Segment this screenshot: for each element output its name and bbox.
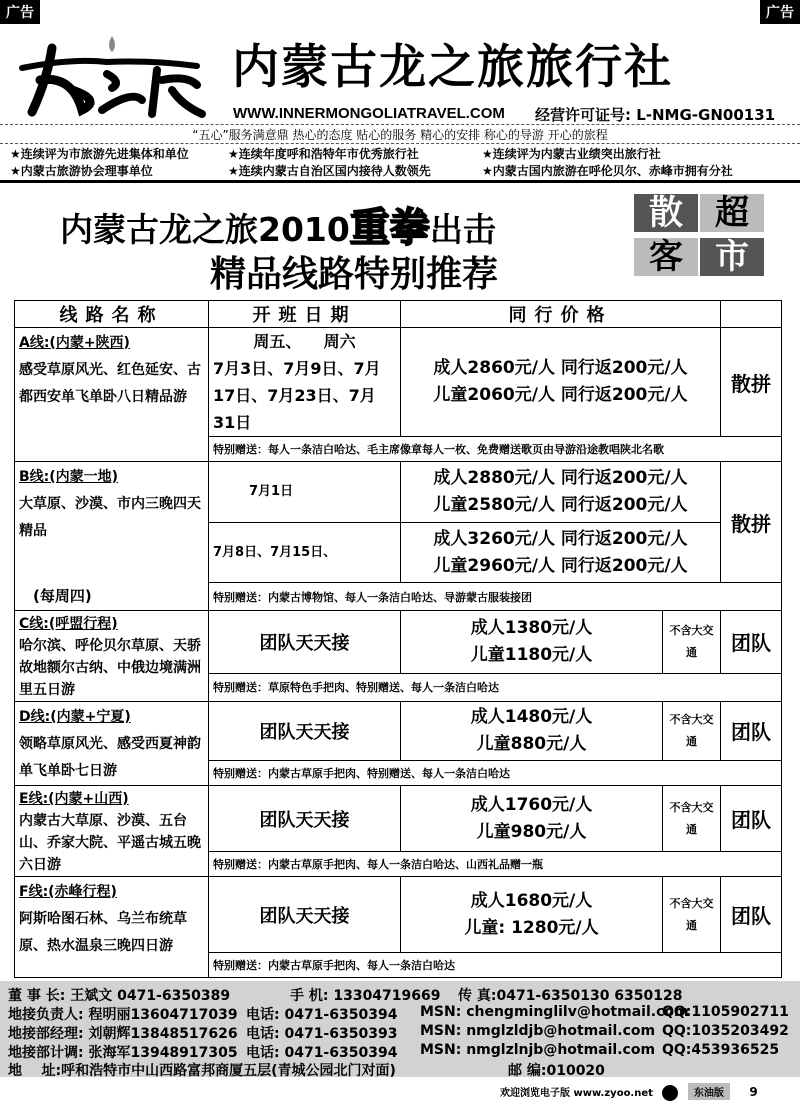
header-rule [0, 180, 800, 183]
contact-qq: QQ:1035203492 [662, 1023, 789, 1039]
ad-tag-left: 广告 [0, 0, 40, 24]
table-row [15, 462, 782, 523]
headline-highlight: 重拳 [349, 205, 430, 251]
contact-qq: QQ:1105902711 [662, 1004, 789, 1020]
honor-item: ★内蒙古国内旅游在呼伦贝尔、赤峰市拥有分社 [482, 164, 733, 178]
route-name: F线:(赤峰行程) [19, 884, 117, 900]
chairman: 董 事 长: 王斌文 0471-6350389 [8, 988, 231, 1004]
company-name: 内蒙古龙之旅旅行社 [232, 40, 673, 95]
route-name: E线:(内蒙+山西) [19, 791, 129, 807]
table-row [15, 786, 782, 852]
price-child: 儿童1180元/人 [470, 644, 593, 665]
logo-brush-graphic [12, 30, 212, 122]
price-child: 儿童2060元/人 同行返200元/人 [433, 385, 688, 405]
headline-pre: 内蒙古龙之旅2010 [60, 210, 350, 249]
route-name: D线:(内蒙+宁夏) [19, 709, 131, 725]
chairman-mobile: 手 机: 13304719669 [290, 988, 441, 1004]
price-child: 儿童2580元/人 同行返200元/人 [433, 494, 688, 515]
route-c-price [401, 611, 663, 674]
col-header-empty [721, 301, 782, 328]
headline-post: 出击 [429, 210, 496, 249]
route-a-price [401, 328, 721, 437]
route-d [15, 702, 209, 786]
postcode: 邮 编:010020 [508, 1063, 605, 1079]
page-footer [500, 1083, 758, 1101]
route-date: 7月1日 [209, 462, 401, 523]
contact-person: 地接负责人: 程明丽13604717039 [8, 1007, 238, 1023]
col-header-route: 线路名称 [15, 301, 209, 328]
route-daily: 团队天天接 [209, 611, 401, 674]
route-type: 团队 [721, 611, 782, 674]
route-date: 7月8日、7月15日、 [209, 522, 401, 583]
route-desc: 感受草原风光、红色延安、古都西安单飞单卧八日精品游 [19, 362, 201, 405]
contact-msn[interactable]: MSN: nmglzlnjb@hotmail.com [420, 1042, 656, 1058]
company-logo [12, 30, 212, 122]
transport-note: 不含大交通 [663, 877, 721, 953]
badge-ke: 客 [634, 238, 698, 276]
contact-person: 地接部经理: 刘朝辉13848517626 [8, 1026, 238, 1042]
route-a [15, 328, 209, 462]
contact-person: 地接部计调: 张海军13948917305 [8, 1045, 238, 1061]
route-f [15, 877, 209, 978]
divider [0, 143, 800, 144]
price-child: 儿童980元/人 [476, 821, 587, 842]
route-b-price-1 [401, 462, 721, 523]
honor-item: ★连续年度呼和浩特年市优秀旅行社 [228, 147, 419, 161]
route-b [15, 462, 209, 611]
gift-note: 特别赠送：内蒙古草原手把肉、每人一条洁白哈达、山西礼品赠一瓶 [209, 852, 782, 877]
license-number: 经营许可证号: L-NMG-GN00131 [535, 106, 776, 124]
route-daily: 团队天天接 [209, 702, 401, 761]
price-child: 儿童2960元/人 同行返200元/人 [433, 555, 688, 576]
route-c [15, 611, 209, 702]
price-adult: 成人2860元/人 同行返200元/人 [433, 358, 688, 378]
route-desc: 哈尔滨、呼伦贝尔草原、天骄故地额尔古纳、中俄边境满洲里五日游 [19, 638, 201, 698]
address: 地 址:呼和浩特市中山西路富邦商厦五层(青城公园北门对面) [8, 1063, 396, 1079]
page-number: 9 [749, 1085, 758, 1099]
transport-note: 不含大交通 [663, 611, 721, 674]
table-row [15, 702, 782, 761]
route-weekly: (每周四) [33, 587, 92, 605]
price-adult: 成人1380元/人 [470, 617, 593, 638]
route-desc: 内蒙古大草原、沙漠、五台山、乔家大院、平遥古城五晚六日游 [19, 813, 201, 873]
logo-circle-icon [662, 1085, 678, 1101]
route-daily: 团队天天接 [209, 786, 401, 852]
gift-note: 特别赠送：每人一条洁白哈达、毛主席像章每人一枚、免费赠送歌页由导游沿途教唱陕北名歌 [209, 437, 782, 462]
price-adult: 成人1680元/人 [470, 890, 593, 911]
route-b-price-2 [401, 522, 721, 583]
honor-item: ★连续评为市旅游先进集体和单位 [10, 147, 189, 161]
gift-note: 特别赠送：内蒙古博物馆、每人一条洁白哈达、导游蒙古服装接团 [209, 583, 782, 611]
headline-line2: 精品线路特别推荐 [210, 254, 499, 295]
routes-table [14, 300, 782, 978]
transport-note: 不含大交通 [663, 702, 721, 761]
route-d-price [401, 702, 663, 761]
badge-chao: 超 [700, 194, 764, 232]
contact-msn[interactable]: MSN: chengminglilv@hotmail.com [420, 1004, 689, 1020]
table-row [15, 877, 782, 953]
website-url[interactable]: WWW.INNERMONGOLIATRAVEL.COM [233, 105, 505, 122]
route-type: 团队 [721, 702, 782, 761]
price-child: 儿童880元/人 [476, 733, 587, 754]
route-type: 散拼 [721, 328, 782, 437]
ad-tag-right: 广告 [760, 0, 800, 24]
honor-item: ★内蒙古旅游协会理事单位 [10, 164, 153, 178]
welcome-text: 欢迎浏览电子版 www.zyoo.net [500, 1088, 653, 1099]
gift-note: 特别赠送：内蒙古草原手把肉、特别赠送、每人一条洁白哈达 [209, 760, 782, 785]
route-a-dates [209, 328, 401, 437]
honor-item: ★连续评为内蒙古业绩突出旅行社 [482, 147, 661, 161]
route-e [15, 786, 209, 877]
price-adult: 成人1760元/人 [470, 794, 593, 815]
col-header-dates: 开班日期 [209, 301, 401, 328]
price-adult: 成人2880元/人 同行返200元/人 [433, 467, 688, 488]
route-e-price [401, 786, 663, 852]
price-child: 儿童: 1280元/人 [464, 917, 599, 938]
gift-note: 特别赠送：草原特色手把肉、特别赠送、每人一条洁白哈达 [209, 673, 782, 701]
contact-qq: QQ:453936525 [662, 1042, 780, 1058]
badge-shi: 市 [700, 238, 764, 276]
route-desc: 大草原、沙漠、市内三晚四天精品 [19, 496, 201, 539]
table-row [15, 328, 782, 437]
route-daily: 团队天天接 [209, 877, 401, 953]
route-date-list: 7月3日、7月9日、7月17日、7月23日、7月31日 [213, 359, 381, 432]
route-name: B线:(内蒙一地) [19, 469, 119, 485]
route-desc: 领略草原风光、感受西夏神韵单飞单卧七日游 [19, 736, 201, 779]
route-name: A线:(内蒙+陕西) [19, 335, 130, 351]
col-header-price: 同行价格 [401, 301, 721, 328]
table-header-row [15, 301, 782, 328]
route-days: 周五、 周六 [253, 332, 356, 351]
route-name: C线:(呼盟行程) [19, 616, 118, 632]
price-adult: 成人3260元/人 同行返200元/人 [433, 528, 688, 549]
contact-footer [0, 981, 800, 1077]
contact-phone: 电话: 0471-6350393 [246, 1026, 398, 1042]
contact-phone: 电话: 0471-6350394 [246, 1045, 398, 1061]
route-f-price [401, 877, 663, 953]
route-type: 团队 [721, 877, 782, 953]
fax: 传 真:0471-6350130 6350128 [458, 988, 683, 1004]
gift-note: 特别赠送：内蒙古草原手把肉、每人一条洁白哈达 [209, 953, 782, 978]
divider [0, 124, 800, 125]
honor-item: ★连续内蒙古自治区国内接待人数领先 [228, 164, 431, 178]
transport-note: 不含大交通 [663, 786, 721, 852]
route-type: 团队 [721, 786, 782, 852]
badge-san: 散 [634, 194, 698, 232]
table-row [15, 611, 782, 674]
headline-line1 [60, 196, 496, 253]
contact-msn[interactable]: MSN: nmglzldjb@hotmail.com [420, 1023, 656, 1039]
service-motto: “五心”服务满意鼎 热心的态度 贴心的服务 精心的安排 称心的导游 开心的旅程 [192, 128, 608, 142]
contact-phone: 电话: 0471-6350394 [246, 1007, 398, 1023]
route-type: 散拼 [721, 462, 782, 583]
route-desc: 阿斯哈图石林、乌兰布统草原、热水温泉三晚四日游 [19, 911, 187, 954]
edition-label: 东油版 [688, 1083, 730, 1100]
price-adult: 成人1480元/人 [470, 706, 593, 727]
